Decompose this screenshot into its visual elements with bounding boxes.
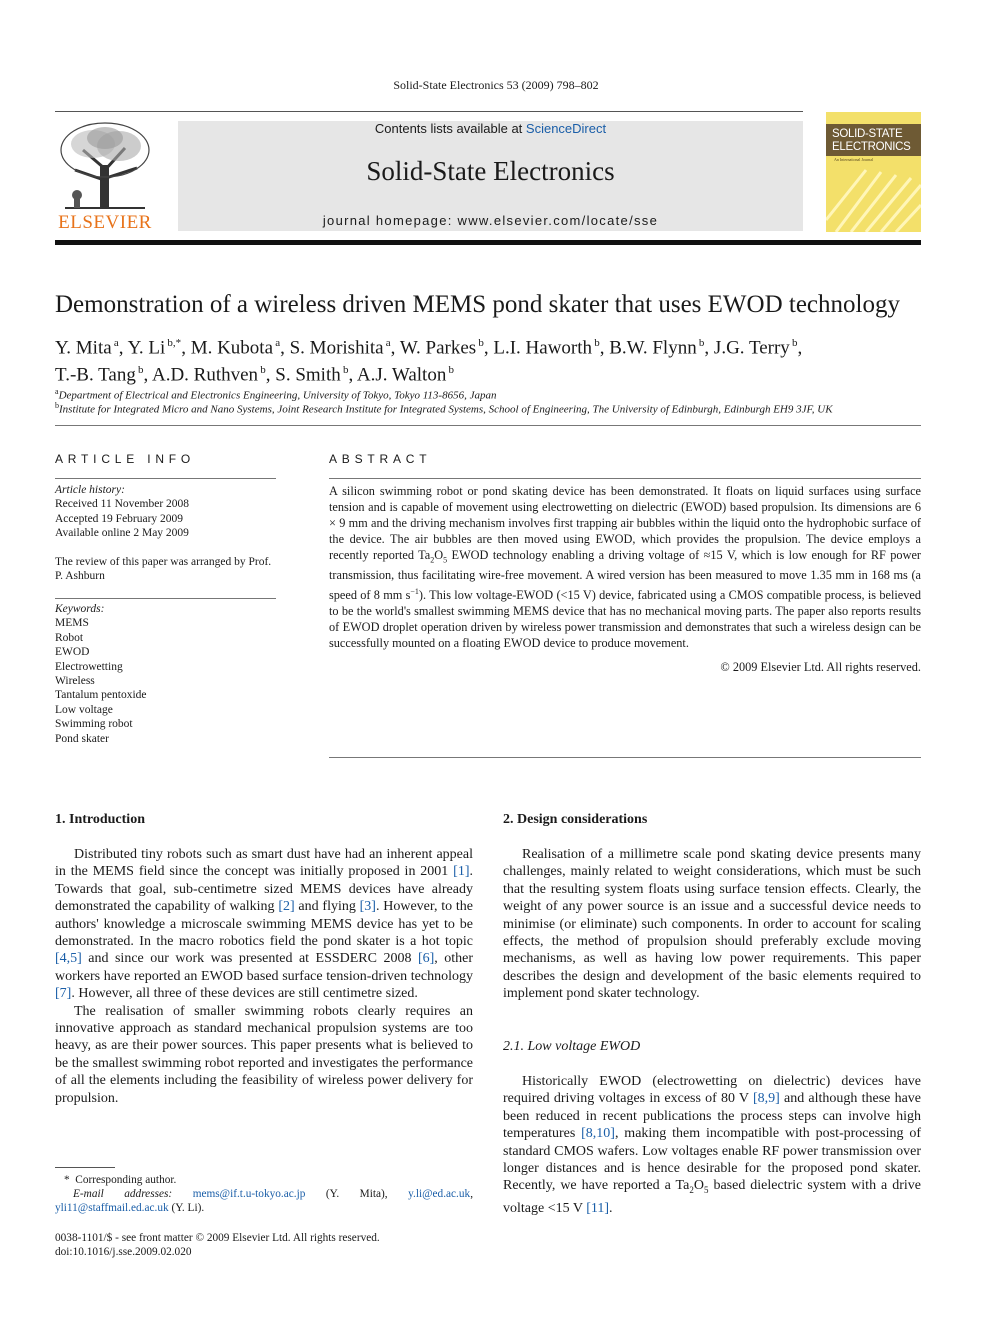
design-paragraph-1 xyxy=(503,846,921,1003)
keyword: Wireless xyxy=(55,675,95,688)
email-line xyxy=(55,1187,473,1215)
cover-title-line1: SOLID-STATE xyxy=(832,128,903,140)
author-name: W. Parkes xyxy=(399,337,477,359)
keywords-rule xyxy=(55,598,276,599)
article-info-heading: ARTICLE INFO xyxy=(55,452,196,466)
cover-title-band xyxy=(826,124,921,156)
paragraph-text: Realisation of a millimetre scale pond skating device presents many challenges, mainly related to weight considerations, which must be such that the resulting system floats using surface tension effects. Clearly, the weight of any power source is an issue and a successful device needs to minimise (or eliminate) such components. In order to account for scaling effects, the method of propulsion should preferably exclude moving mechanisms, as well as having low power requirements. This paper describes the design and development of the basic elements required to implement pond skater technology. xyxy=(503,847,921,1002)
keyword-list xyxy=(55,616,280,746)
intro-paragraph-1 xyxy=(55,846,473,1003)
author-separator: , xyxy=(390,337,400,359)
author-name: A.J. Walton xyxy=(356,364,447,386)
abstract-part: A silicon swimming robot or pond skating device has been demonstrated. It floats on liquid surfaces using surface tension and is capable of movement using electrowetting on dielectric (EWOD) based propulsion. Its dimensions are 6 × 9 mm and the driving mechanism involves first trapping air bubbles within the liquid onto the hydrophobic surface of the device. The air bubbles are then moved using EWOD, which provides the propulsion. The device employs a recently reported Ta xyxy=(329,484,921,562)
abstract-superscript: −1 xyxy=(410,587,419,597)
elsevier-logo[interactable] xyxy=(55,120,155,232)
design-paragraph-2 xyxy=(503,1073,921,1217)
author-separator: , xyxy=(483,337,494,359)
abstract-part: ). This low voltage-EWOD (<15 V) device, fabricated using a CMOS compatible process, is believed to be the world's smallest swimming MEMS device that has no mechanical moving parts. The paper also reports results of EWOD droplet operation driven by wireless power transmission and demonstrates that such a wireless design can be successfully mounted on a floating EWOD device to produce movement. xyxy=(329,588,921,651)
affiliation-mark: b xyxy=(55,401,59,410)
author-name: M. Kubota xyxy=(190,337,274,359)
paragraph-text: , other workers have reported an EWOD based surface tension-driven technology xyxy=(55,951,474,984)
author-separator: , xyxy=(143,364,152,386)
intro-paragraph-2 xyxy=(55,1003,473,1107)
citation-link[interactable]: [2] xyxy=(278,899,295,915)
paragraph-text: . However, to the authors' knowledge a microscale swimming MEMS device has yet to be demonstrated. In the macro robotics field the pond skater is a hot topic xyxy=(55,899,473,950)
doi-line[interactable]: doi:10.1016/j.sse.2009.02.020 xyxy=(55,1246,192,1258)
abstract-part: EWOD technology enabling a driving voltage of ≈15 V, which is low enough for RF power transmission, thus facilitating wire-free movement. A wired version has been measured to move 1.35 mm in 168 ms (a speed of 8 mm s xyxy=(329,547,922,603)
citation-link[interactable]: [3] xyxy=(359,899,376,915)
author-separator: , xyxy=(265,364,276,386)
email-link[interactable]: y.li@ed.ac.uk xyxy=(408,1188,471,1200)
section-2-1-body xyxy=(503,1073,921,1217)
author-affiliation-mark: b xyxy=(592,337,600,349)
keyword: Tantalum pentoxide xyxy=(55,689,147,702)
author-affiliation-mark: a xyxy=(383,337,391,349)
corresponding-note xyxy=(55,1173,473,1187)
author-name: B.W. Flynn xyxy=(609,337,697,359)
email-separator: , xyxy=(470,1188,474,1200)
author-name: S. Morishita xyxy=(289,337,384,359)
author-line-1 xyxy=(55,332,925,359)
journal-citation: Solid-State Electronics 53 (2009) 798–802 xyxy=(393,78,599,92)
citation-link[interactable]: [8,9] xyxy=(753,1091,780,1107)
footnote-rule xyxy=(55,1167,115,1168)
affiliation-mark: a xyxy=(55,387,59,396)
author-affiliation-mark: a xyxy=(111,337,119,349)
sciencedirect-link[interactable]: ScienceDirect xyxy=(525,121,607,136)
author-name: Y. Li xyxy=(127,337,166,359)
article-title: Demonstration of a wireless driven MEMS pond skater that uses EWOD technology xyxy=(55,291,900,318)
subscript: 2 xyxy=(689,1185,694,1196)
affiliation-text: Department of Electrical and Electronics Engineering, University of Tokyo, Tokyo 113-8656, Japan xyxy=(58,389,497,402)
author-affiliation-mark: b xyxy=(258,364,266,377)
review-note: The review of this paper was arranged by Prof. P. Ashburn xyxy=(55,556,272,583)
email-link[interactable]: mems@if.t.u-tokyo.ac.jp xyxy=(192,1188,306,1200)
paragraph-text: and flying xyxy=(294,899,360,915)
article-history xyxy=(55,483,280,541)
paragraph-text: . xyxy=(609,1200,613,1216)
author-separator: , xyxy=(599,337,610,359)
journal-title: Solid-State Electronics xyxy=(366,156,615,186)
author-affiliation-mark: b xyxy=(135,364,144,377)
paragraph-text: . Towards that goal, sub-centimetre sized MEMS devices have already demonstrated the capability of walking xyxy=(55,864,473,915)
keyword: Pond skater xyxy=(55,732,109,745)
author-affiliation-mark: b,* xyxy=(165,337,182,349)
journal-homepage[interactable]: journal homepage: www.elsevier.com/locate/sse xyxy=(322,213,659,228)
history-label: Article history: xyxy=(55,484,125,496)
author-affiliation-mark: b xyxy=(340,364,349,377)
footnote xyxy=(55,1173,473,1215)
paragraph-text: The realisation of smaller swimming robots clearly requires an innovative approach as standard mechanical propulsion systems are too heavy, as are their power sources. This paper presents what is believed to be the smallest swimming robot reported and investigates the performance of all the elements including the feasibility of wireless power delivery for propulsion. xyxy=(55,1003,473,1106)
cover-pattern xyxy=(826,160,921,232)
tree-icon xyxy=(55,120,155,212)
citation-link[interactable]: [4,5] xyxy=(55,951,82,967)
citation-link[interactable]: [1] xyxy=(453,864,470,880)
issn-line: 0038-1101/$ - see front matter © 2009 Elsevier Ltd. All rights reserved. xyxy=(55,1232,380,1244)
citation-link[interactable]: [8,10] xyxy=(581,1126,615,1142)
section-1-heading: 1. Introduction xyxy=(55,812,145,827)
contents-line xyxy=(178,121,803,136)
keyword: EWOD xyxy=(55,646,90,659)
header-rule xyxy=(55,111,803,112)
abstract-subscript: 2 xyxy=(430,555,435,565)
keyword: MEMS xyxy=(55,617,89,630)
keyword: Low voltage xyxy=(55,703,113,716)
author-affiliation-mark: a xyxy=(273,337,281,349)
journal-cover[interactable] xyxy=(826,112,921,232)
section-2-heading: 2. Design considerations xyxy=(503,812,648,827)
corresponding-text: Corresponding author. xyxy=(75,1174,177,1186)
keyword: Robot xyxy=(55,631,84,644)
journal-banner xyxy=(178,121,803,231)
history-accepted: Accepted 19 February 2009 xyxy=(55,512,184,525)
abstract-heading: ABSTRACT xyxy=(329,452,432,466)
author-name: J.G. Terry xyxy=(713,337,790,359)
author-separator: , xyxy=(280,337,290,359)
email-link[interactable]: yli11@staffmail.ed.ac.uk xyxy=(55,1202,169,1214)
author-separator: , xyxy=(118,337,128,359)
paragraph-text: O xyxy=(693,1178,704,1194)
affiliation-a xyxy=(55,387,496,402)
history-received: Received 11 November 2008 xyxy=(55,498,190,511)
cover-subtitle: An International Journal xyxy=(834,157,874,162)
section-2-body xyxy=(503,846,921,1003)
header-thick-rule xyxy=(55,240,921,245)
paragraph-text: and since our work was presented at ESSDERC 2008 xyxy=(81,951,418,967)
paragraph-text: Distributed tiny robots such as smart dust have had an inherent appeal in the MEMS field since the concept was initially proposed in 2001 xyxy=(55,847,473,880)
author-separator: , xyxy=(797,337,803,359)
abstract-part: O xyxy=(434,547,444,562)
email-label: E-mail addresses: xyxy=(73,1188,173,1200)
bottom-meta xyxy=(55,1231,380,1259)
author-name: A.D. Ruthven xyxy=(151,364,259,386)
subscript: 5 xyxy=(703,1185,709,1196)
abstract-copyright: © 2009 Elsevier Ltd. All rights reserved. xyxy=(720,660,921,674)
section-2-1-heading: 2.1. Low voltage EWOD xyxy=(503,1039,641,1054)
author-name: T.-B. Tang xyxy=(55,364,136,386)
author-affiliation-mark: b xyxy=(476,337,484,349)
abstract-subscript: 5 xyxy=(443,555,448,565)
paragraph-text: based dielectric system with a drive voltage <15 V xyxy=(503,1178,921,1216)
author-name: Y. Mita xyxy=(55,337,112,359)
citation-link[interactable]: [7] xyxy=(55,986,72,1002)
citation-link[interactable]: [11] xyxy=(586,1200,610,1216)
keywords-label: Keywords: xyxy=(55,603,105,615)
abstract-text xyxy=(329,484,921,652)
keyword: Swimming robot xyxy=(55,718,133,731)
email-owner: (Y. Mita), xyxy=(305,1188,409,1200)
title-block-rule xyxy=(55,425,921,426)
asterisk-mark: * xyxy=(64,1174,76,1186)
keywords-block xyxy=(55,602,280,746)
author-affiliation-mark: b xyxy=(789,337,798,349)
affiliation-b xyxy=(55,401,833,416)
author-name: L.I. Haworth xyxy=(493,337,593,359)
paragraph-text: and although these have been reduced in recent publications the process steps can involve high temperatures xyxy=(503,1091,922,1142)
author-affiliation-mark: b xyxy=(696,337,705,349)
paragraph-text: Historically EWOD (electrowetting on dielectric) devices have required driving voltages in excess of 80 V xyxy=(503,1074,921,1107)
author-list xyxy=(55,332,925,387)
author-separator: , xyxy=(181,337,191,359)
publisher-wordmark: ELSEVIER xyxy=(58,212,152,233)
author-name: S. Smith xyxy=(275,364,341,386)
email-owner: (Y. Li). xyxy=(168,1202,205,1214)
author-line-2 xyxy=(55,359,925,386)
history-online: Available online 2 May 2009 xyxy=(55,527,189,540)
keyword: Electrowetting xyxy=(55,660,123,673)
contents-prefix: Contents lists available at xyxy=(374,121,526,136)
cover-title-line2: ELECTRONICS xyxy=(832,141,911,153)
paragraph-text: , making them incompatible with post-processing of standard CMOS wafers. Low voltages enable RF power transmission over longer distances and is hence desirable for the proposed pond skater. Recently, we have reported a Ta xyxy=(503,1126,921,1194)
article-info-rule xyxy=(55,478,276,479)
abstract-rule xyxy=(329,478,921,479)
abstract-bottom-rule xyxy=(329,757,921,758)
author-separator: , xyxy=(348,364,357,386)
affiliation-text: Institute for Integrated Micro and Nano Systems, Joint Research Institute for Integrated Systems, School of Engineering, The University of Edinburgh, Edinburgh EH9 3JF, UK xyxy=(59,403,833,416)
author-affiliation-mark: b xyxy=(446,364,455,377)
author-separator: , xyxy=(704,337,714,359)
paragraph-text: . However, all three of these devices are still centimetre sized. xyxy=(71,986,418,1002)
section-1-body xyxy=(55,846,473,1107)
citation-link[interactable]: [6] xyxy=(417,951,435,967)
